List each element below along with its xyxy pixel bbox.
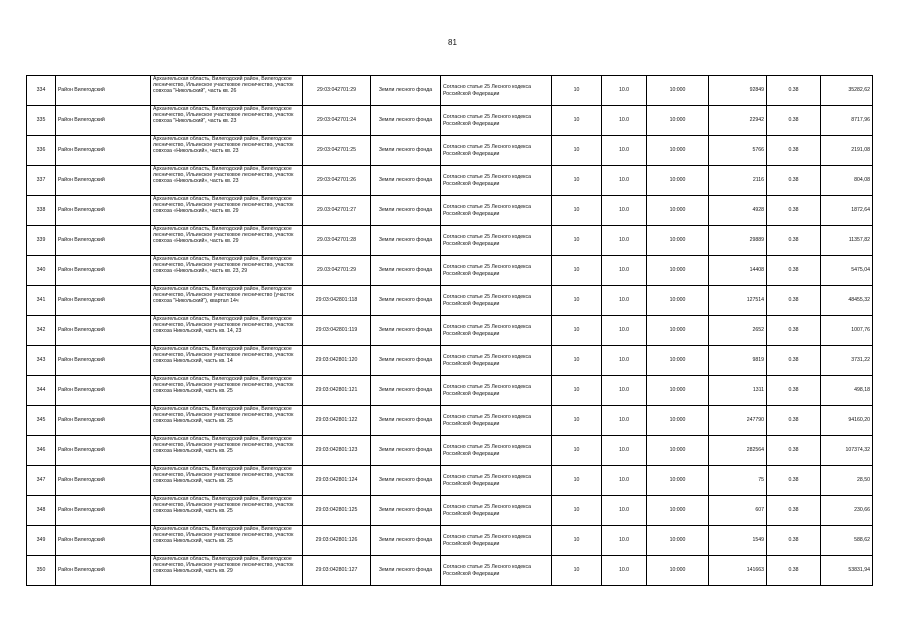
- cell-value-a: 10: [552, 136, 602, 166]
- cell-value-a: 10: [552, 526, 602, 556]
- cell-legal-basis: Согласно статье 25 Лесного кодекса Российской Федерации: [441, 256, 552, 286]
- cell-sum: 804,08: [821, 166, 873, 196]
- cell-value-a: 10: [552, 286, 602, 316]
- cell-value-a: 10: [552, 76, 602, 106]
- table-row: [27, 226, 873, 256]
- cell-number: 336: [27, 136, 56, 166]
- table-row: [27, 496, 873, 526]
- cell-value-c: 10:000: [647, 286, 709, 316]
- table-row: [27, 466, 873, 496]
- cell-address: [151, 436, 303, 466]
- cell-legal-basis: Согласно статье 25 Лесного кодекса Российской Федерации: [441, 286, 552, 316]
- cell-sum: 28,50: [821, 466, 873, 496]
- cell-legal-basis: Согласно статье 25 Лесного кодекса Российской Федерации: [441, 316, 552, 346]
- cell-number: 350: [27, 556, 56, 586]
- table-row: [27, 376, 873, 406]
- cell-district: Район Вилегодский: [56, 286, 151, 316]
- cell-number: 346: [27, 436, 56, 466]
- cell-cadastral-number: 29:03:042801:126: [303, 526, 371, 556]
- cell-land-category: Земли лесного фонда: [371, 406, 441, 436]
- cell-address: [151, 496, 303, 526]
- cell-number: 337: [27, 166, 56, 196]
- cell-area: 2652: [709, 316, 767, 346]
- cell-value-c: 10:000: [647, 136, 709, 166]
- cell-area: 92849: [709, 76, 767, 106]
- cell-address: [151, 526, 303, 556]
- cell-district: Район Вилегодский: [56, 256, 151, 286]
- cell-land-category: Земли лесного фонда: [371, 346, 441, 376]
- cell-legal-basis: Согласно статье 25 Лесного кодекса Российской Федерации: [441, 136, 552, 166]
- address-text: Архангельская область, Вилегодский район, Вилегодское лесничество, Ильинское участковое лесничество, участок совхоза Никольский, часть кв. 25: [153, 466, 294, 485]
- cell-value-c: 10:000: [647, 226, 709, 256]
- cell-land-category: Земли лесного фонда: [371, 436, 441, 466]
- cell-rate: 0.38: [767, 526, 821, 556]
- cell-rate: 0.38: [767, 226, 821, 256]
- cell-address: [151, 316, 303, 346]
- cell-land-category: Земли лесного фонда: [371, 196, 441, 226]
- cell-district: Район Вилегодский: [56, 526, 151, 556]
- address-text: Архангельская область, Вилегодский район, Вилегодское лесничество, Ильинское участковое лесничество, участок совхоза «Никольский», часть кв. 29: [153, 226, 294, 245]
- address-text: Архангельская область, Вилегодский район, Вилегодское лесничество, Ильинское участковое лесничество, участок совхоза «Никольский», часть кв. 23, 29: [153, 256, 294, 275]
- cell-value-c: 10:000: [647, 526, 709, 556]
- cell-area: 127514: [709, 286, 767, 316]
- table-row: [27, 406, 873, 436]
- cell-cadastral-number: 29:03:042701:25: [303, 136, 371, 166]
- cell-district: Район Вилегодский: [56, 376, 151, 406]
- cell-address: [151, 166, 303, 196]
- address-text: Архангельская область, Вилегодский район, Вилегодское лесничество, Ильинское участковое лесничество, участок совхоза Никольский, часть кв. 25: [153, 496, 294, 515]
- cell-land-category: Земли лесного фонда: [371, 226, 441, 256]
- table-row: [27, 106, 873, 136]
- cell-land-category: Земли лесного фонда: [371, 526, 441, 556]
- table-row: [27, 556, 873, 586]
- cell-value-c: 10:000: [647, 376, 709, 406]
- cell-sum: 48455,32: [821, 286, 873, 316]
- cell-value-a: 10: [552, 556, 602, 586]
- cell-sum: 1007,76: [821, 316, 873, 346]
- cell-value-a: 10: [552, 166, 602, 196]
- cell-land-category: Земли лесного фонда: [371, 466, 441, 496]
- cell-area: 5766: [709, 136, 767, 166]
- cell-sum: 1872,64: [821, 196, 873, 226]
- cell-value-c: 10:000: [647, 556, 709, 586]
- cell-address: [151, 106, 303, 136]
- cell-number: 348: [27, 496, 56, 526]
- cell-legal-basis: Согласно статье 25 Лесного кодекса Российской Федерации: [441, 346, 552, 376]
- cell-address: [151, 286, 303, 316]
- cell-land-category: Земли лесного фонда: [371, 556, 441, 586]
- cell-value-c: 10:000: [647, 436, 709, 466]
- cell-district: Район Вилегодский: [56, 556, 151, 586]
- cell-value-c: 10:000: [647, 316, 709, 346]
- cell-value-b: 10.0: [602, 556, 647, 586]
- cell-value-a: 10: [552, 106, 602, 136]
- cell-legal-basis: Согласно статье 25 Лесного кодекса Российской Федерации: [441, 376, 552, 406]
- cell-number: 343: [27, 346, 56, 376]
- cell-value-a: 10: [552, 376, 602, 406]
- cell-rate: 0.38: [767, 316, 821, 346]
- cell-rate: 0.38: [767, 76, 821, 106]
- cell-rate: 0.38: [767, 136, 821, 166]
- cell-value-b: 10.0: [602, 226, 647, 256]
- cell-number: 345: [27, 406, 56, 436]
- cell-number: 344: [27, 376, 56, 406]
- cell-value-b: 10.0: [602, 76, 647, 106]
- cell-value-b: 10.0: [602, 496, 647, 526]
- cell-legal-basis: Согласно статье 25 Лесного кодекса Российской Федерации: [441, 556, 552, 586]
- cell-number: 341: [27, 286, 56, 316]
- cell-rate: 0.38: [767, 406, 821, 436]
- cell-area: 1549: [709, 526, 767, 556]
- cell-district: Район Вилегодский: [56, 196, 151, 226]
- address-text: Архангельская область, Вилегодский район, Вилегодское лесничество, Ильинское участковое лесничество, участок совхоза Никольский, часть кв. 25: [153, 436, 294, 455]
- cell-number: 338: [27, 196, 56, 226]
- cell-value-c: 10:000: [647, 166, 709, 196]
- cell-address: [151, 226, 303, 256]
- cell-sum: 498,18: [821, 376, 873, 406]
- cell-legal-basis: Согласно статье 25 Лесного кодекса Российской Федерации: [441, 196, 552, 226]
- cell-sum: 35282,62: [821, 76, 873, 106]
- cell-value-a: 10: [552, 496, 602, 526]
- cell-number: 342: [27, 316, 56, 346]
- cell-rate: 0.38: [767, 496, 821, 526]
- page-number: 81: [448, 38, 457, 47]
- cell-cadastral-number: 29:03:042801:119: [303, 316, 371, 346]
- cell-land-category: Земли лесного фонда: [371, 286, 441, 316]
- cell-value-b: 10.0: [602, 196, 647, 226]
- cell-cadastral-number: 29:03:042701:26: [303, 166, 371, 196]
- address-text: Архангельская область, Вилегодский район, Вилегодское лесничество, Ильинское участковое лесничество, участок совхоза Никольский, часть кв. 29: [153, 556, 294, 575]
- cell-value-c: 10:000: [647, 76, 709, 106]
- cell-land-category: Земли лесного фонда: [371, 496, 441, 526]
- cell-district: Район Вилегодский: [56, 436, 151, 466]
- cell-cadastral-number: 29:03:042801:127: [303, 556, 371, 586]
- cell-cadastral-number: 29:03:042701:29: [303, 76, 371, 106]
- cell-area: 607: [709, 496, 767, 526]
- cell-value-b: 10.0: [602, 136, 647, 166]
- cell-rate: 0.38: [767, 196, 821, 226]
- cell-value-a: 10: [552, 256, 602, 286]
- cell-land-category: Земли лесного фонда: [371, 316, 441, 346]
- cell-district: Район Вилегодский: [56, 226, 151, 256]
- cell-address: [151, 556, 303, 586]
- cell-rate: 0.38: [767, 106, 821, 136]
- table-row: [27, 286, 873, 316]
- cell-area: 9819: [709, 346, 767, 376]
- cell-value-b: 10.0: [602, 436, 647, 466]
- cell-cadastral-number: 29:03:042801:122: [303, 406, 371, 436]
- table-row: [27, 256, 873, 286]
- cell-district: Район Вилегодский: [56, 346, 151, 376]
- cell-value-a: 10: [552, 316, 602, 346]
- cell-value-b: 10.0: [602, 406, 647, 436]
- cell-area: 22942: [709, 106, 767, 136]
- cell-cadastral-number: 29:03:042801:121: [303, 376, 371, 406]
- cell-sum: 11357,82: [821, 226, 873, 256]
- cell-district: Район Вилегодский: [56, 136, 151, 166]
- cell-area: 29889: [709, 226, 767, 256]
- cell-district: Район Вилегодский: [56, 106, 151, 136]
- cell-legal-basis: Согласно статье 25 Лесного кодекса Российской Федерации: [441, 226, 552, 256]
- cell-address: [151, 136, 303, 166]
- cell-address: [151, 196, 303, 226]
- cell-land-category: Земли лесного фонда: [371, 166, 441, 196]
- table-body: [27, 76, 873, 586]
- cell-value-b: 10.0: [602, 346, 647, 376]
- address-text: Архангельская область, Вилегодский район, Вилегодское лесничество, Ильинское участковое лесничество, участок совхоза Никольский, часть кв. 25: [153, 406, 294, 425]
- cell-sum: 5475,04: [821, 256, 873, 286]
- cell-value-a: 10: [552, 226, 602, 256]
- cell-value-a: 10: [552, 436, 602, 466]
- cell-cadastral-number: 29:03:042801:124: [303, 466, 371, 496]
- cell-sum: 2191,08: [821, 136, 873, 166]
- table-row: [27, 76, 873, 106]
- cell-area: 2116: [709, 166, 767, 196]
- cell-value-c: 10:000: [647, 106, 709, 136]
- cell-rate: 0.38: [767, 166, 821, 196]
- cell-area: 14408: [709, 256, 767, 286]
- cell-area: 4928: [709, 196, 767, 226]
- address-text: Архангельская область, Вилегодский район, Вилегодское лесничество, Ильинское участковое лесничество, участок совхоза Никольский, часть кв. 14: [153, 346, 294, 365]
- cell-land-category: Земли лесного фонда: [371, 106, 441, 136]
- cell-address: [151, 76, 303, 106]
- cell-number: 347: [27, 466, 56, 496]
- cell-cadastral-number: 29.03:042701:27: [303, 196, 371, 226]
- cell-area: 75: [709, 466, 767, 496]
- cell-district: Район Вилегодский: [56, 76, 151, 106]
- cell-area: 282564: [709, 436, 767, 466]
- cell-legal-basis: Согласно статье 25 Лесного кодекса Российской Федерации: [441, 106, 552, 136]
- cell-address: [151, 466, 303, 496]
- cell-sum: 53831,94: [821, 556, 873, 586]
- cell-number: 334: [27, 76, 56, 106]
- cell-value-b: 10.0: [602, 316, 647, 346]
- cell-land-category: Земли лесного фонда: [371, 76, 441, 106]
- cell-value-b: 10.0: [602, 376, 647, 406]
- cell-value-c: 10:000: [647, 196, 709, 226]
- cell-sum: 107374,32: [821, 436, 873, 466]
- cell-cadastral-number: 29:03:042701:24: [303, 106, 371, 136]
- cell-sum: 3731,22: [821, 346, 873, 376]
- cell-number: 349: [27, 526, 56, 556]
- address-text: Архангельская область, Вилегодский район, Вилегодское лесничество, Ильинское участковое лесничество, участок совхоза Никольский, часть кв. 14, 23: [153, 316, 294, 335]
- cell-rate: 0.38: [767, 346, 821, 376]
- cell-district: Район Вилегодский: [56, 166, 151, 196]
- cell-value-a: 10: [552, 406, 602, 436]
- cell-address: [151, 376, 303, 406]
- table-row: [27, 166, 873, 196]
- address-text: Архангельская область, Вилегодский район, Вилегодское лесничество, Ильинское участковое лесничество, участок совхоза "Никольский", часть кв. 26: [153, 76, 294, 95]
- cell-district: Район Вилегодский: [56, 316, 151, 346]
- cell-value-a: 10: [552, 196, 602, 226]
- cell-cadastral-number: 29.03:042701:29: [303, 256, 371, 286]
- cell-number: 339: [27, 226, 56, 256]
- address-text: Архангельская область, Вилегодский район, Вилегодское лесничество, Ильинское участковое лесничество, участок совхоза «Никольский», часть кв. 23: [153, 136, 294, 155]
- cell-rate: 0.38: [767, 436, 821, 466]
- cell-rate: 0.38: [767, 286, 821, 316]
- cell-cadastral-number: 29:03:042801:118: [303, 286, 371, 316]
- cell-land-category: Земли лесного фонда: [371, 376, 441, 406]
- cell-sum: 8717,96: [821, 106, 873, 136]
- cell-value-c: 10:000: [647, 256, 709, 286]
- cell-legal-basis: Согласно статье 25 Лесного кодекса Российской Федерации: [441, 436, 552, 466]
- cell-area: 1311: [709, 376, 767, 406]
- table-row: [27, 346, 873, 376]
- address-text: Архангельская область, Вилегодский район, Вилегодское лесничество, Ильинское участковое лесничество, участок совхоза «Никольский», часть кв. 23: [153, 166, 294, 185]
- cell-number: 340: [27, 256, 56, 286]
- cell-cadastral-number: 29:03:042801:125: [303, 496, 371, 526]
- cell-district: Район Вилегодский: [56, 466, 151, 496]
- land-plots-table: [26, 75, 873, 586]
- address-text: Архангельская область, Вилегодский район, Вилегодское лесничество, Ильинское участковое лесничество, участок совхоза Никольский, часть кв. 25: [153, 376, 294, 395]
- cell-area: 247790: [709, 406, 767, 436]
- cell-value-c: 10:000: [647, 466, 709, 496]
- cell-value-b: 10.0: [602, 166, 647, 196]
- cell-address: [151, 406, 303, 436]
- cell-value-b: 10.0: [602, 526, 647, 556]
- cell-sum: 94160,20: [821, 406, 873, 436]
- cell-land-category: Земли лесного фонда: [371, 136, 441, 166]
- cell-legal-basis: Согласно статье 25 Лесного кодекса Российской Федерации: [441, 76, 552, 106]
- cell-value-a: 10: [552, 346, 602, 376]
- table-row: [27, 136, 873, 166]
- address-text: Архангельская область, Вилегодский район, Вилегодское лесничество, Ильинское участковое лесничество, участок совхоза Никольский, часть кв. 25: [153, 526, 294, 545]
- cell-legal-basis: Согласно статье 25 Лесного кодекса Российской Федерации: [441, 466, 552, 496]
- cell-cadastral-number: 29.03:042701:28: [303, 226, 371, 256]
- cell-legal-basis: Согласно статье 25 Лесного кодекса Российской Федерации: [441, 526, 552, 556]
- cell-rate: 0.38: [767, 556, 821, 586]
- cell-legal-basis: Согласно статье 25 Лесного кодекса Российской Федерации: [441, 496, 552, 526]
- cell-value-b: 10.0: [602, 106, 647, 136]
- address-text: Архангельская область, Вилегодский район, Вилегодское лесничество, Ильинское участковое лесничество, участок совхоза "Никольский", часть кв. 23: [153, 106, 294, 125]
- cell-value-c: 10:000: [647, 346, 709, 376]
- cell-rate: 0.38: [767, 466, 821, 496]
- cell-value-b: 10.0: [602, 466, 647, 496]
- cell-land-category: Земли лесного фонда: [371, 256, 441, 286]
- cell-legal-basis: Согласно статье 25 Лесного кодекса Российской Федерации: [441, 406, 552, 436]
- cell-number: 335: [27, 106, 56, 136]
- cell-cadastral-number: 29:03:042801:120: [303, 346, 371, 376]
- cell-rate: 0.38: [767, 256, 821, 286]
- address-text: Архангельская область, Вилегодский район, Вилегодское лесничество, Ильинское участковое лесничество, участок совхоза «Никольский», часть кв. 29: [153, 196, 294, 215]
- cell-value-b: 10.0: [602, 286, 647, 316]
- cell-value-a: 10: [552, 466, 602, 496]
- address-text: Архангельская область, Вилегодский район, Вилегодское лесничество, Ильинское участковое лесничество (участок совхоза "Никольский"), квартал 14ч: [153, 286, 294, 305]
- cell-sum: 588,62: [821, 526, 873, 556]
- cell-address: [151, 256, 303, 286]
- cell-rate: 0.38: [767, 376, 821, 406]
- cell-district: Район Вилегодский: [56, 496, 151, 526]
- cell-cadastral-number: 29:03:042801:123: [303, 436, 371, 466]
- cell-area: 141663: [709, 556, 767, 586]
- table-row: [27, 436, 873, 466]
- table-row: [27, 526, 873, 556]
- cell-address: [151, 346, 303, 376]
- cell-value-b: 10.0: [602, 256, 647, 286]
- cell-legal-basis: Согласно статье 25 Лесного кодекса Российской Федерации: [441, 166, 552, 196]
- cell-value-c: 10:000: [647, 496, 709, 526]
- cell-value-c: 10:000: [647, 406, 709, 436]
- table-row: [27, 196, 873, 226]
- cell-district: Район Вилегодский: [56, 406, 151, 436]
- table-row: [27, 316, 873, 346]
- cell-sum: 230,66: [821, 496, 873, 526]
